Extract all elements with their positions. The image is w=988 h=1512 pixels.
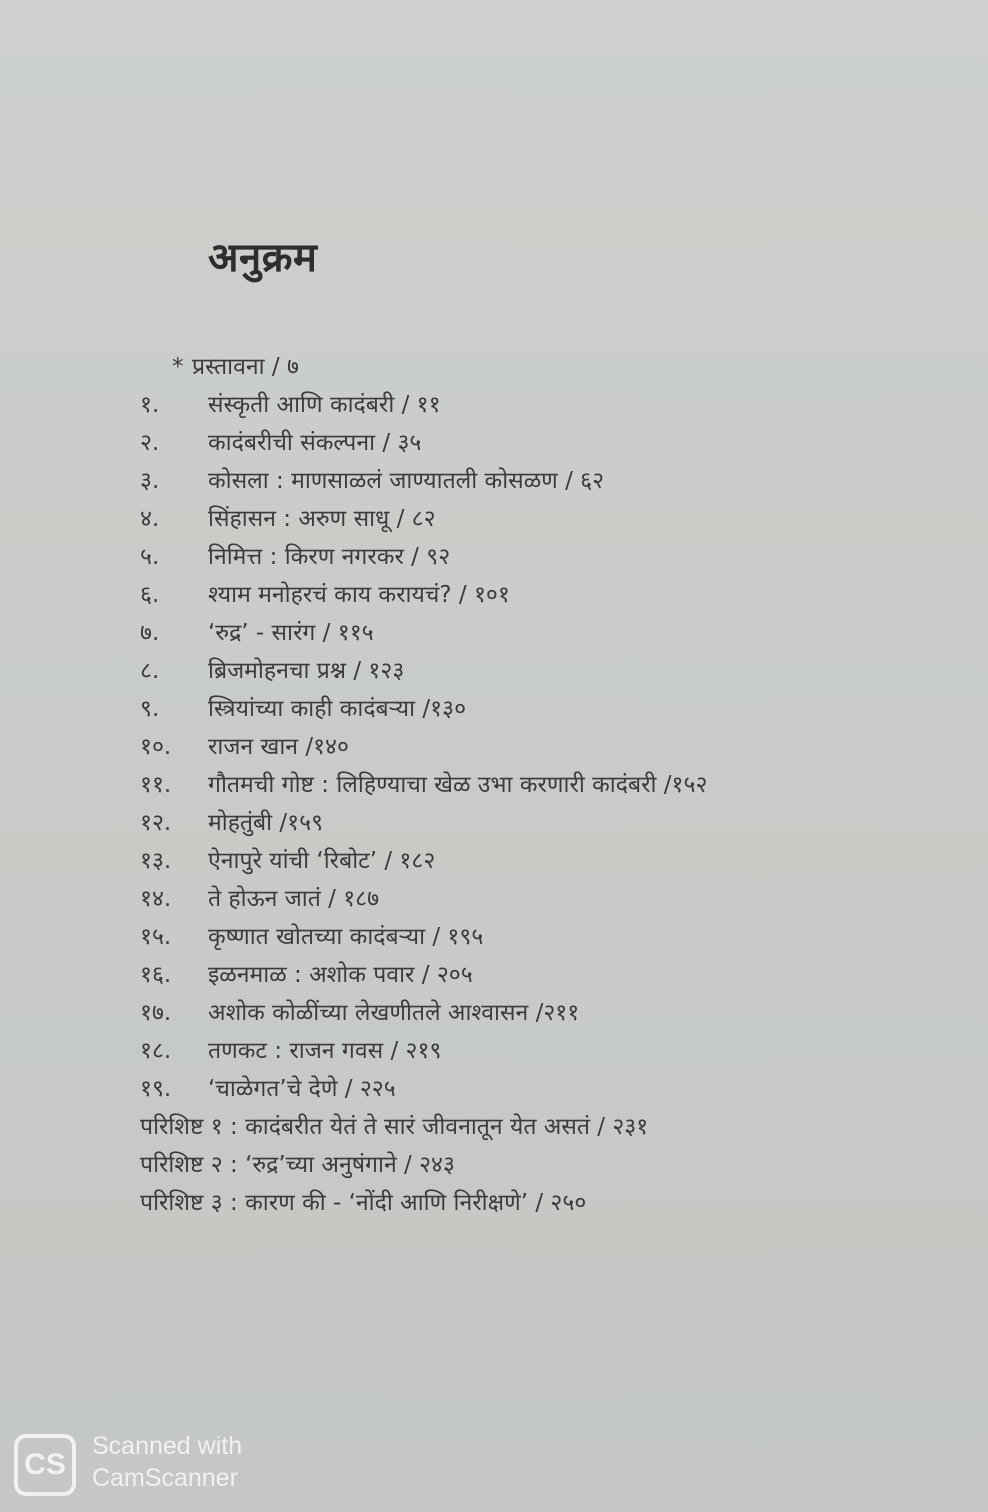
appendix-text: परिशिष्ट १ : कादंबरीत येतं ते सारं जीवनातून येत असतं / २३१: [140, 1114, 649, 1140]
chapter-number: २.: [140, 430, 160, 456]
chapter-title: इळनमाळ : अशोक पवार / २०५: [208, 962, 473, 988]
chapter-title: ते होऊन जातं / १८७: [208, 886, 380, 912]
chapter-title: सिंहासन : अरुण साधू / ८२: [208, 506, 436, 532]
page-title: अनुक्रम: [208, 235, 318, 281]
chapter-number: १५.: [140, 924, 172, 950]
chapter-title: ब्रिजमोहनचा प्रश्न / १२३: [208, 658, 405, 684]
chapter-title: कोसला : माणसाळलं जाण्यातली कोसळण / ६२: [208, 468, 605, 494]
chapter-title: अशोक कोळींच्या लेखणीतले आश्वासन /२११: [208, 1000, 580, 1026]
chapter-number: १८.: [140, 1038, 172, 1064]
chapter-title: निमित्त : किरण नगरकर / ९२: [208, 544, 451, 570]
chapter-title: ऐनापुरे यांची ‘रिबोट’ / १८२: [208, 848, 436, 874]
chapter-number: ४.: [140, 506, 160, 532]
chapter-number: १०.: [140, 734, 172, 760]
chapter-title: ‘रुद्र’ - सारंग / ११५: [208, 620, 374, 646]
chapter-number: ८.: [140, 658, 160, 684]
chapter-number: १.: [140, 392, 160, 418]
chapter-number: १२.: [140, 810, 172, 836]
chapter-number: ९.: [140, 696, 160, 722]
chapter-number: ६.: [140, 582, 160, 608]
chapter-number: १३.: [140, 848, 172, 874]
chapter-number: १४.: [140, 886, 172, 912]
chapter-number: ११.: [140, 772, 172, 798]
camscanner-watermark: [14, 1432, 274, 1498]
chapter-title: कृष्णात खोतच्या कादंबऱ्या / १९५: [208, 924, 484, 950]
appendix-text: परिशिष्ट २ : ‘रुद्र’च्या अनुषंगाने / २४३: [140, 1152, 455, 1178]
chapter-number: १७.: [140, 1000, 172, 1026]
watermark-line2: CamScanner: [92, 1464, 238, 1492]
appendix-text: परिशिष्ट ३ : कारण की - ‘नोंदी आणि निरीक्षणे’ / २५०: [140, 1190, 587, 1216]
preface-text: प्रस्तावना / ७: [192, 354, 299, 380]
preface-marker: *: [172, 354, 184, 380]
chapter-title: कादंबरीची संकल्पना / ३५: [208, 430, 422, 456]
chapter-title: मोहतुंबी /१५९: [208, 810, 324, 836]
chapter-number: ५.: [140, 544, 160, 570]
chapter-title: तणकट : राजन गवस / २१९: [208, 1038, 442, 1064]
chapter-number: ७.: [140, 620, 160, 646]
chapter-number: १९.: [140, 1076, 172, 1102]
camscanner-logo-icon: CS: [14, 1434, 76, 1496]
chapter-title: ‘चाळेगत’चे देणे / २२५: [208, 1076, 396, 1102]
chapter-title: संस्कृती आणि कादंबरी / ११: [208, 392, 441, 418]
watermark-line1: Scanned with: [92, 1432, 243, 1460]
chapter-title: स्त्रियांच्या काही कादंबऱ्या /१३०: [208, 696, 467, 722]
chapter-number: १६.: [140, 962, 172, 988]
chapter-title: राजन खान /१४०: [208, 734, 349, 760]
chapter-title: श्याम मनोहरचं काय करायचं? / १०१: [208, 582, 510, 608]
chapter-title: गौतमची गोष्ट : लिहिण्याचा खेळ उभा करणारी कादंबरी /१५२: [208, 772, 708, 798]
chapter-number: ३.: [140, 468, 160, 494]
